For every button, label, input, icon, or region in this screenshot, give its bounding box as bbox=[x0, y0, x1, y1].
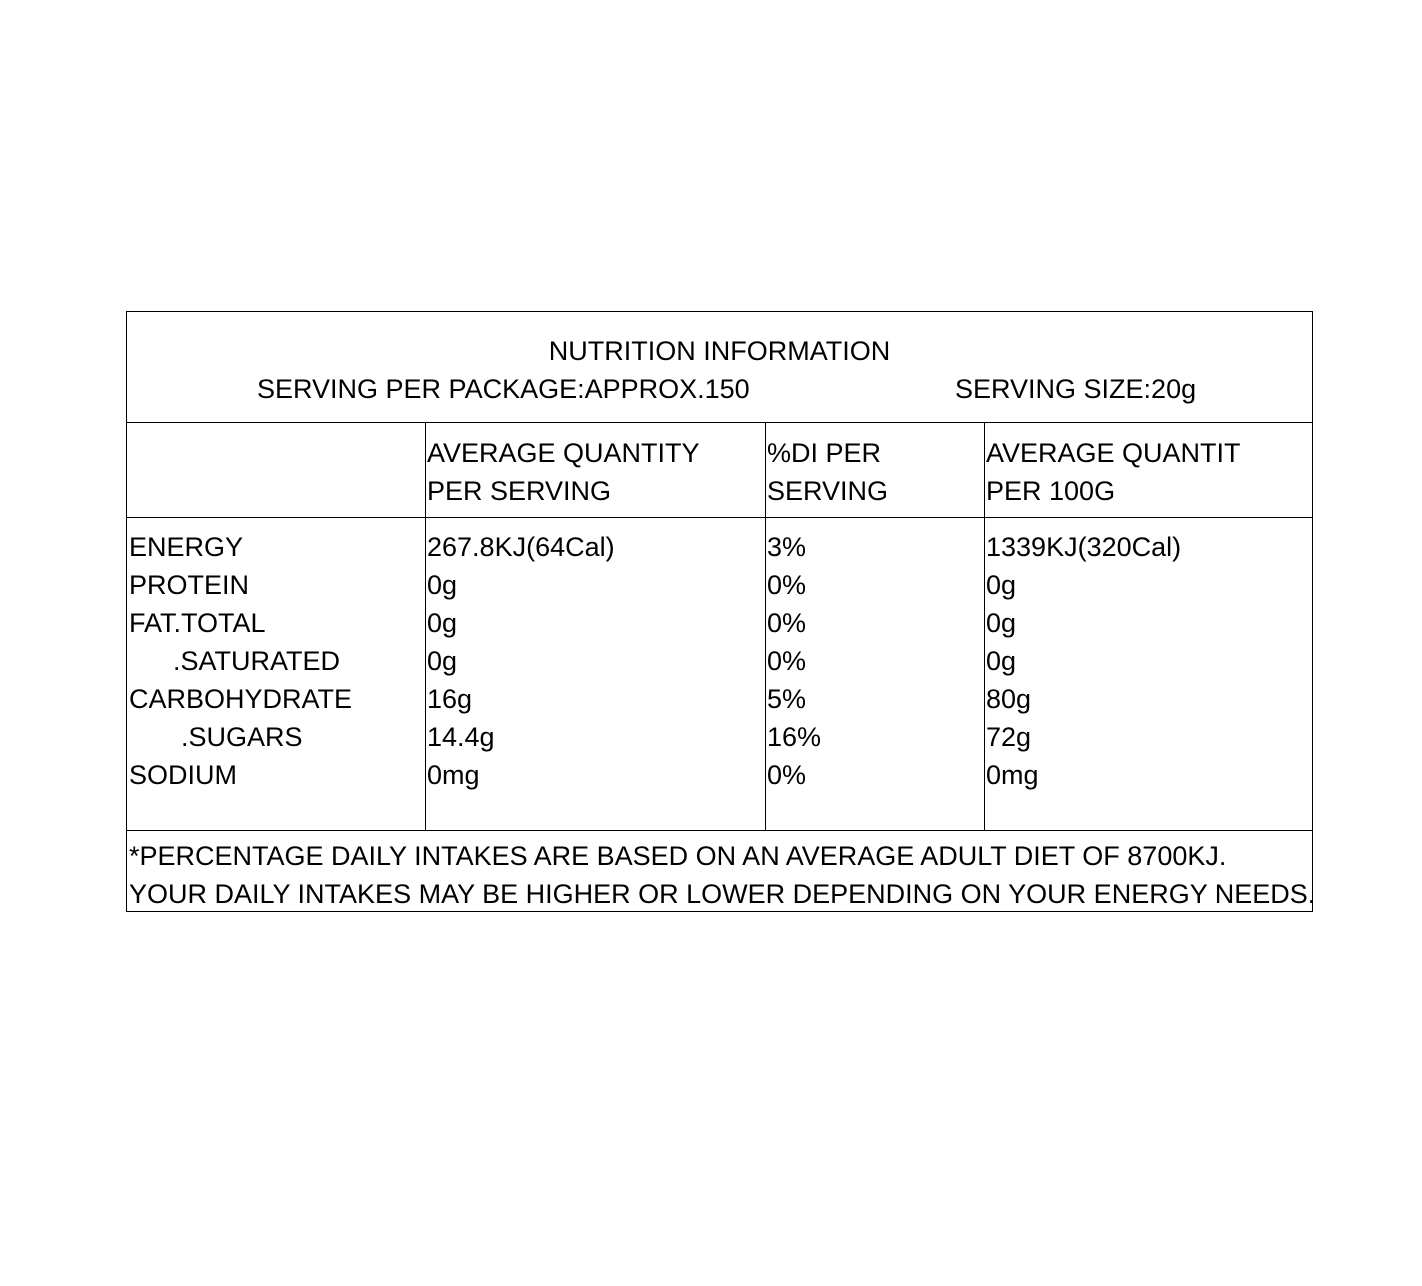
col-header-per-100g-line1: AVERAGE QUANTIT bbox=[986, 438, 1241, 468]
per-serving-value: 0mg bbox=[427, 760, 480, 790]
nutrient-saturated: .SATURATED bbox=[173, 646, 341, 676]
nutrient-energy: ENERGY bbox=[129, 532, 244, 562]
col-header-per-100g-line2: PER 100G bbox=[986, 476, 1116, 506]
per-serving-value: 14.4g bbox=[427, 722, 495, 752]
per-100g-value: 0g bbox=[986, 608, 1017, 638]
nutrient-carbohydrate: CARBOHYDRATE bbox=[129, 684, 353, 714]
per-100g-value: 1339KJ(320Cal) bbox=[986, 532, 1182, 562]
col-header-per-serving-line2: PER SERVING bbox=[427, 476, 612, 506]
nutrient-sugars: .SUGARS bbox=[181, 722, 303, 752]
header-divider bbox=[127, 422, 1312, 423]
per-serving-value: 16g bbox=[427, 684, 473, 714]
column-header-divider bbox=[127, 517, 1312, 518]
di-value: 16% bbox=[767, 722, 822, 752]
per-serving-value: 0g bbox=[427, 570, 458, 600]
nutrient-fat-total: FAT.TOTAL bbox=[129, 608, 266, 638]
col-header-per-serving-line1: AVERAGE QUANTITY bbox=[427, 438, 700, 468]
di-value: 0% bbox=[767, 608, 807, 638]
di-value: 0% bbox=[767, 760, 807, 790]
di-value: 3% bbox=[767, 532, 807, 562]
servings-per-package: SERVING PER PACKAGE:APPROX.150 bbox=[257, 374, 750, 404]
footnote-line-2: YOUR DAILY INTAKES MAY BE HIGHER OR LOWER DEPENDING ON YOUR ENERGY NEEDS. bbox=[129, 879, 1316, 909]
panel-title: NUTRITION INFORMATION bbox=[548, 336, 891, 366]
column-divider-3 bbox=[984, 422, 985, 830]
per-100g-column bbox=[986, 528, 1181, 794]
column-divider-1 bbox=[425, 422, 426, 830]
nutrient-protein: PROTEIN bbox=[129, 570, 250, 600]
per-100g-value: 0g bbox=[986, 646, 1017, 676]
per-serving-column bbox=[427, 528, 615, 794]
di-value: 0% bbox=[767, 646, 807, 676]
column-divider-2 bbox=[765, 422, 766, 830]
di-value: 0% bbox=[767, 570, 807, 600]
per-100g-value: 0mg bbox=[986, 760, 1039, 790]
di-column bbox=[767, 528, 821, 794]
per-100g-value: 0g bbox=[986, 570, 1017, 600]
footer-divider bbox=[127, 830, 1312, 831]
per-100g-value: 72g bbox=[986, 722, 1032, 752]
serving-size: SERVING SIZE:20g bbox=[955, 374, 1197, 404]
col-header-di-line2: SERVING bbox=[767, 476, 889, 506]
per-serving-value: 0g bbox=[427, 608, 458, 638]
per-100g-value: 80g bbox=[986, 684, 1032, 714]
di-value: 5% bbox=[767, 684, 807, 714]
per-serving-value: 267.8KJ(64Cal) bbox=[427, 532, 615, 562]
nutrient-sodium: SODIUM bbox=[129, 760, 237, 790]
footnote-line-1: *PERCENTAGE DAILY INTAKES ARE BASED ON AN AVERAGE ADULT DIET OF 8700KJ. bbox=[129, 841, 1227, 871]
col-header-di-line1: %DI PER bbox=[767, 438, 882, 468]
nutrition-panel bbox=[126, 311, 1316, 912]
nutrient-column bbox=[129, 528, 352, 794]
per-serving-value: 0g bbox=[427, 646, 458, 676]
